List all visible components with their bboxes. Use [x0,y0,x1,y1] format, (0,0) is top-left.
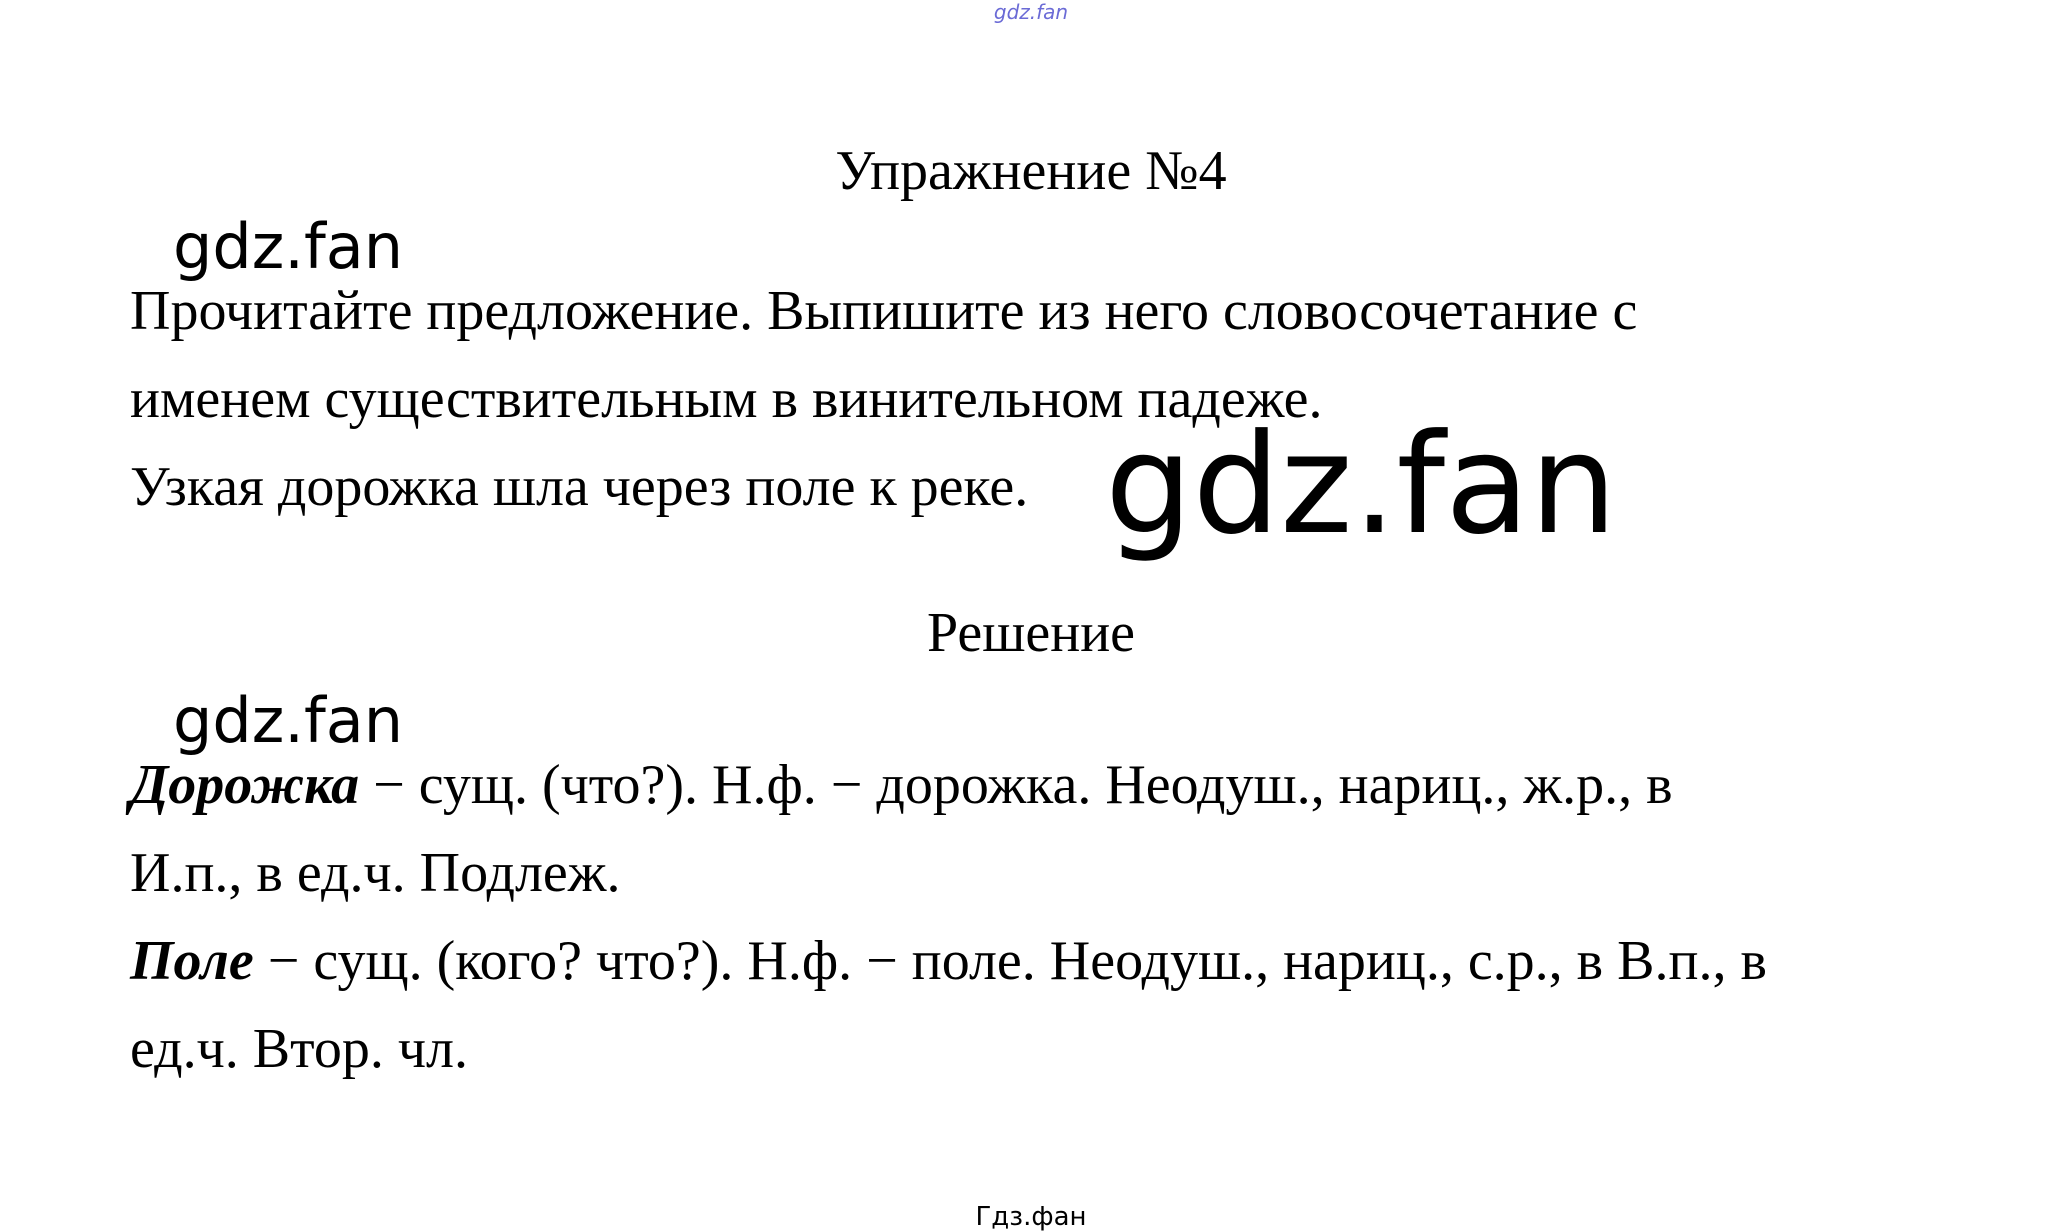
watermark-small-1: gdz.fan [173,210,404,283]
answer-entry-1-line-1 [130,752,1673,818]
answer-entry-2-text: − сущ. (кого? что?). Н.ф. − поле. Неодуш., нариц., с.р., в В.п., в [253,930,1767,992]
task-line-1: Прочитайте предложение. Выпишите из него словосочетание с [130,280,1638,342]
answer-entry-2-line-2: ед.ч. Втор. чл. [130,1018,468,1080]
watermark-small-2: gdz.fan [173,684,404,757]
answer-term-1: Дорожка [130,754,360,816]
footer-text: Гдз.фан [975,1202,1087,1232]
exercise-title: Упражнение №4 [835,140,1227,202]
answer-entry-1-line-2: И.п., в ед.ч. Подлеж. [130,842,621,904]
top-watermark: gdz.fan [993,0,1069,24]
answer-entry-1-text: − сущ. (что?). Н.ф. − дорожка. Неодуш., нариц., ж.р., в [359,754,1673,816]
task-sentence: Узкая дорожка шла через поле к реке. [130,456,1029,518]
solution-title: Решение [926,602,1136,664]
watermark-large: gdz.fan [1105,404,1618,565]
answer-term-2: Поле [130,930,254,992]
answer-entry-2-line-1 [130,928,1767,994]
task-line-2: именем существительным в винительном падеже. [130,368,1323,430]
